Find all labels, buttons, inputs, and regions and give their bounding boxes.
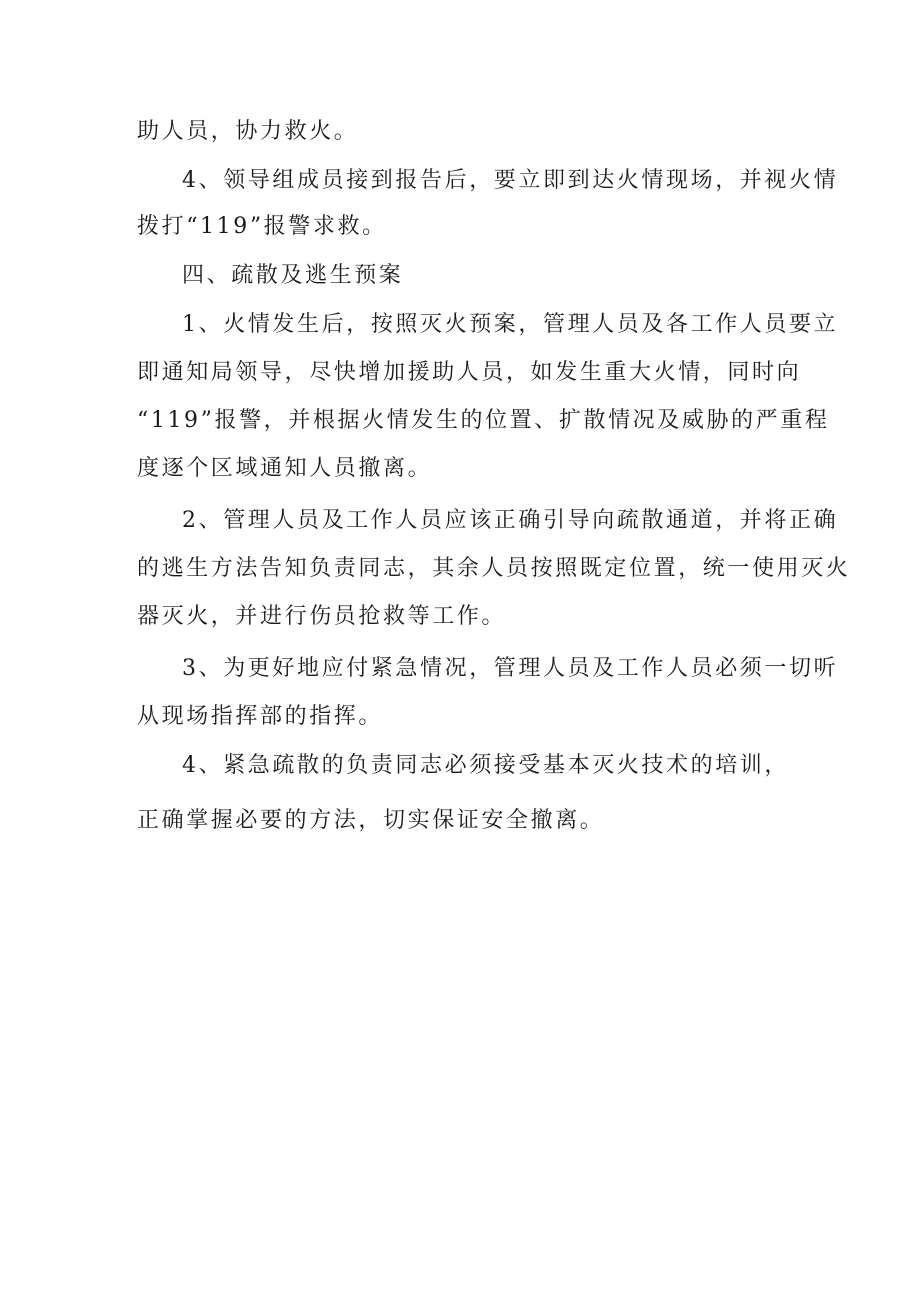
text-line-item-2-start: 2、管理人员及工作人员应该正确引导向疏散通道，并将正确 bbox=[182, 508, 839, 533]
text-line-item-3-end: 从现场指挥部的指挥。 bbox=[137, 704, 384, 729]
text-line-item-1-end: 度逐个区域通知人员撤离。 bbox=[137, 456, 433, 481]
text-line-item-4-training: 4、紧急疏散的负责同志必须接受基本灭火技术的培训， bbox=[182, 753, 789, 778]
text-line-item-3-start: 3、为更好地应付紧急情况，管理人员及工作人员必须一切听 bbox=[182, 656, 839, 681]
text-line-item-2-end: 器灭火，并进行伤员抢救等工作。 bbox=[137, 604, 507, 629]
text-line-item-4-leaders: 4、领导组成员接到报告后，要立即到达火情现场，并视火情 bbox=[182, 168, 839, 193]
text-line-item-1-report: “119”报警，并根据火情发生的位置、扩散情况及威胁的严重程 bbox=[137, 408, 830, 433]
text-line-item-1-notify: 即通知局领导，尽快增加援助人员，如发生重大火情，同时向 bbox=[137, 360, 802, 385]
text-line-item-4-end: 正确掌握必要的方法，切实保证安全撤离。 bbox=[137, 808, 605, 833]
text-line-dial-119: 拨打“119”报警求救。 bbox=[137, 214, 387, 239]
text-line-help-personnel: 助人员，协力救火。 bbox=[137, 119, 359, 144]
text-line-item-2-middle: 的逃生方法告知负责同志，其余人员按照既定位置，统一使用灭火 bbox=[137, 556, 851, 581]
text-line-item-1-start: 1、火情发生后，按照灭火预案，管理人员及各工作人员要立 bbox=[182, 312, 839, 337]
section-heading-evacuation: 四、疏散及逃生预案 bbox=[182, 263, 404, 288]
